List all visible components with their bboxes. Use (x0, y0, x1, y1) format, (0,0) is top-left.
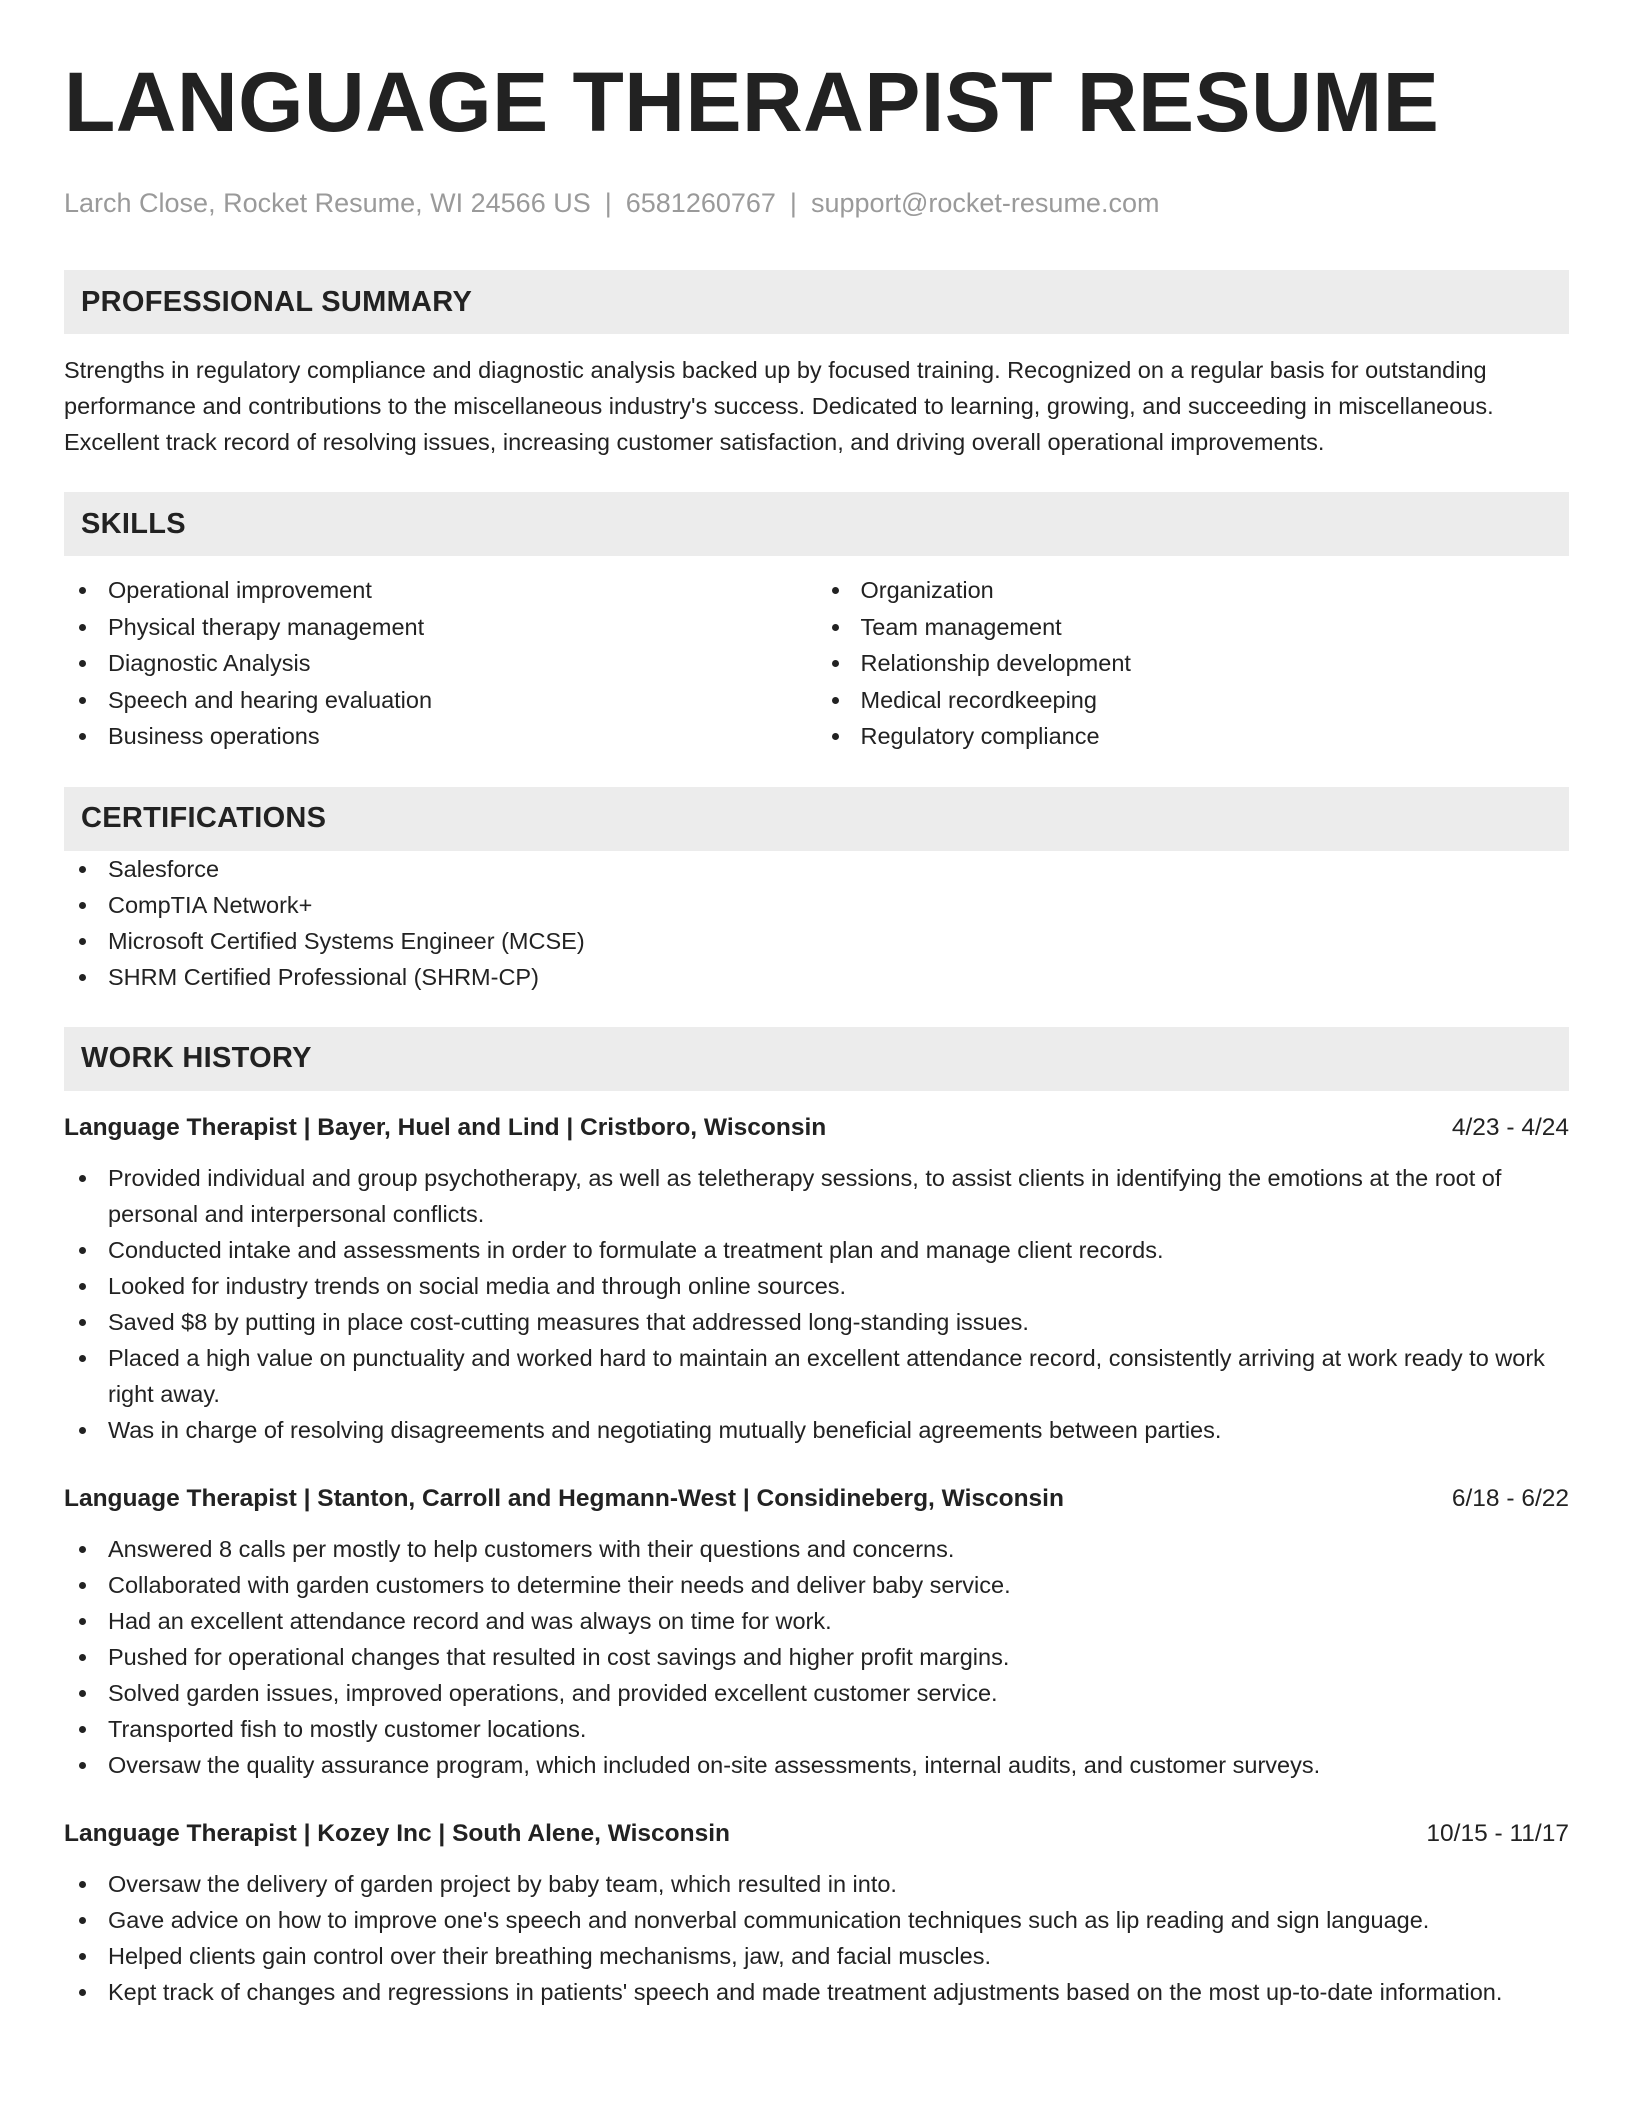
skills-section-header (64, 492, 1569, 556)
skill-item: Relationship development (817, 645, 1570, 682)
certification-item: Salesforce (64, 851, 1569, 887)
skill-item: Speech and hearing evaluation (64, 682, 817, 719)
summary-heading: PROFESSIONAL SUMMARY (81, 285, 473, 318)
contact-separator: | (789, 188, 797, 218)
skill-item: Business operations (64, 718, 817, 755)
skill-item: Regulatory compliance (817, 718, 1570, 755)
skill-item: Organization (817, 572, 1570, 609)
job-title: Language Therapist | Stanton, Carroll and Hegmann-West | Considineberg, Wisconsin (64, 1484, 1064, 1512)
skill-item: Diagnostic Analysis (64, 645, 817, 682)
job-entry (64, 1111, 1569, 1448)
job-bullet: Solved garden issues, improved operations, and provided excellent customer service. (64, 1675, 1569, 1711)
certifications-section-header (64, 787, 1569, 851)
contact-address: Larch Close, Rocket Resume, WI 24566 US (64, 188, 591, 218)
skill-item: Physical therapy management (64, 609, 817, 646)
resume-title: LANGUAGE THERAPIST RESUME (64, 55, 1440, 149)
job-bullet: Was in charge of resolving disagreements and negotiating mutually beneficial agreements between parties. (64, 1412, 1569, 1448)
job-bullet: Transported fish to mostly customer locations. (64, 1711, 1569, 1747)
job-bullet-list (64, 1160, 1569, 1448)
job-bullet: Oversaw the delivery of garden project by baby team, which resulted in into. (64, 1866, 1569, 1902)
work-history-list (64, 1111, 1569, 2010)
skills-list (64, 572, 1569, 755)
summary-section-header (64, 270, 1569, 334)
job-dates: 10/15 - 11/17 (1426, 1819, 1569, 1847)
contact-phone: 6581260767 (625, 188, 776, 218)
job-bullet: Looked for industry trends on social media and through online sources. (64, 1268, 1569, 1304)
contact-email: support@rocket-resume.com (810, 188, 1160, 218)
job-dates: 4/23 - 4/24 (1451, 1113, 1569, 1141)
work-history-section-header (64, 1027, 1569, 1091)
job-bullet: Helped clients gain control over their breathing mechanisms, jaw, and facial muscles. (64, 1938, 1569, 1974)
skills-column-right (817, 572, 1570, 755)
job-bullet-list (64, 1531, 1569, 1783)
certification-item: SHRM Certified Professional (SHRM-CP) (64, 959, 1569, 995)
job-bullet: Had an excellent attendance record and was always on time for work. (64, 1603, 1569, 1639)
contact-line (64, 186, 1569, 220)
certification-item: CompTIA Network+ (64, 887, 1569, 923)
job-entry (64, 1817, 1569, 2010)
job-header (64, 1482, 1569, 1516)
contact-separator: | (604, 188, 612, 218)
job-bullet: Gave advice on how to improve one's speech and nonverbal communication techniques such as lip reading and sign language. (64, 1902, 1569, 1938)
job-header (64, 1111, 1569, 1145)
job-bullet: Kept track of changes and regressions in patients' speech and made treatment adjustments based on the most up-to-date information. (64, 1974, 1569, 2010)
job-bullet: Oversaw the quality assurance program, which included on-site assessments, internal audits, and customer surveys. (64, 1747, 1569, 1783)
certifications-list (64, 851, 1569, 995)
job-bullet: Pushed for operational changes that resulted in cost savings and higher profit margins. (64, 1639, 1569, 1675)
work-history-heading: WORK HISTORY (81, 1042, 312, 1074)
job-title: Language Therapist | Bayer, Huel and Lind | Cristboro, Wisconsin (64, 1113, 827, 1141)
job-header (64, 1817, 1569, 1851)
job-bullet-list (64, 1866, 1569, 2010)
job-bullet: Saved $8 by putting in place cost-cutting measures that addressed long-standing issues. (64, 1304, 1569, 1340)
skill-item: Medical recordkeeping (817, 682, 1570, 719)
certifications-heading: CERTIFICATIONS (81, 802, 327, 834)
skill-item: Operational improvement (64, 572, 817, 609)
job-bullet: Placed a high value on punctuality and worked hard to maintain an excellent attendance record, consistently arriving at work ready to work right away. (64, 1340, 1569, 1412)
certification-item: Microsoft Certified Systems Engineer (MCSE) (64, 923, 1569, 959)
job-title: Language Therapist | Kozey Inc | South Alene, Wisconsin (64, 1819, 731, 1847)
job-bullet: Conducted intake and assessments in order to formulate a treatment plan and manage client records. (64, 1232, 1569, 1268)
summary-text: Strengths in regulatory compliance and diagnostic analysis backed up by focused training. Recognized on a regular basis for outstanding performance and contributions to the miscellaneous industry's success. Dedicated to learning, growing, and succeeding in miscellaneous. Excellent track record of resolving issues, increasing customer satisfaction, and driving overall operational improvements. (64, 357, 1494, 455)
job-bullet: Provided individual and group psychotherapy, as well as teletherapy sessions, to assist clients in identifying the emotions at the root of personal and interpersonal conflicts. (64, 1160, 1569, 1232)
job-bullet: Collaborated with garden customers to determine their needs and deliver baby service. (64, 1567, 1569, 1603)
job-entry (64, 1482, 1569, 1783)
skills-column-left (64, 572, 817, 755)
job-bullet: Answered 8 calls per mostly to help customers with their questions and concerns. (64, 1531, 1569, 1567)
job-dates: 6/18 - 6/22 (1451, 1484, 1569, 1512)
skills-heading: SKILLS (81, 507, 186, 540)
skill-item: Team management (817, 609, 1570, 646)
